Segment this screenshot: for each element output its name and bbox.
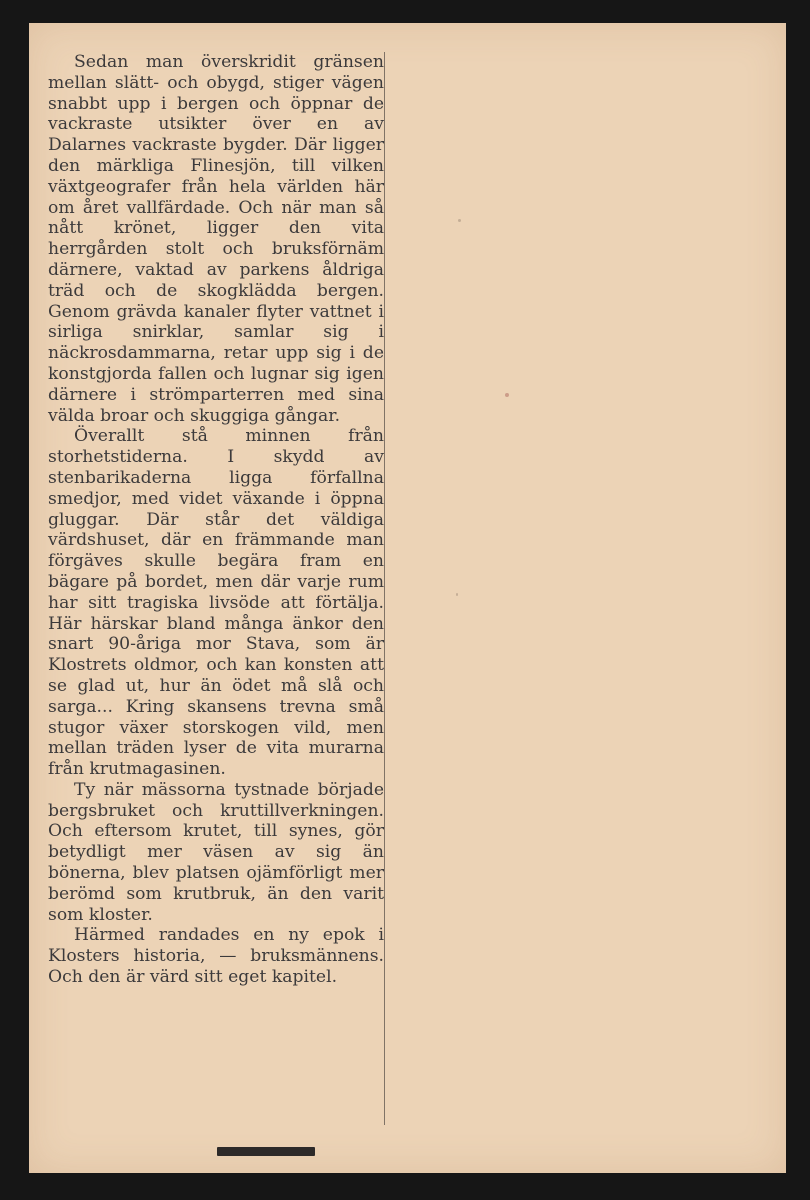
paper-speck <box>456 593 458 596</box>
end-separator-rule <box>217 1147 315 1156</box>
article-paragraph: Ty när mässorna tystnade började bergsbruket och kruttillverkningen. Och eftersom krutet, till synes, gör betydligt mer väsen av sig än bönerna, blev platsen ojämförligt mer berömd som krutbruk, än den varit som kloster. <box>48 779 384 925</box>
paper-speck <box>505 393 509 397</box>
paper-speck <box>458 219 461 222</box>
article-paragraph: Sedan man överskridit gränsen mellan slätt- och obygd, stiger vägen snabbt upp i bergen och öppnar de vackraste utsikter över en av Dalarnes vackraste bygder. Där ligger den märkliga Flinesjön, till vilken växtgeografer från hela världen här om året vallfärdade. Och när man så nått krönet, ligger den vita herrgården stolt och bruksförnäm därnere, vaktad av parkens åldriga träd och de skogklädda bergen. Genom grävda kanaler flyter vattnet i sirliga snirklar, samlar sig i näckrosdammarna, retar upp sig i de konstgjorda fallen och lugnar sig igen därnere i strömparterren med sina välda broar och skuggiga gångar. <box>48 52 384 426</box>
newspaper-clipping <box>48 52 384 1120</box>
column-rule <box>384 52 385 1125</box>
article-paragraph: Härmed randades en ny epok i Klosters historia, — bruksmännens. Och den är värd sitt eget kapitel. <box>48 925 384 988</box>
article-body <box>48 52 384 988</box>
article-paragraph: Överallt stå minnen från storhetstiderna. I skydd av stenbarikaderna ligga förfallna smedjor, med videt växande i öppna gluggar. Där står det väldiga värdshuset, där en främmande man förgäves skulle begära fram en bägare på bordet, men där varje rum har sitt tragiska livsöde att förtälja. Här härskar bland många änkor den snart 90-åriga mor Stava, som är Klostrets oldmor, och kan konsten att se glad ut, hur än ödet må slå och sarga... Kring skansens trevna små stugor växer storskogen vild, men mellan träden lyser de vita murarna från krutmagasinen. <box>48 426 384 780</box>
